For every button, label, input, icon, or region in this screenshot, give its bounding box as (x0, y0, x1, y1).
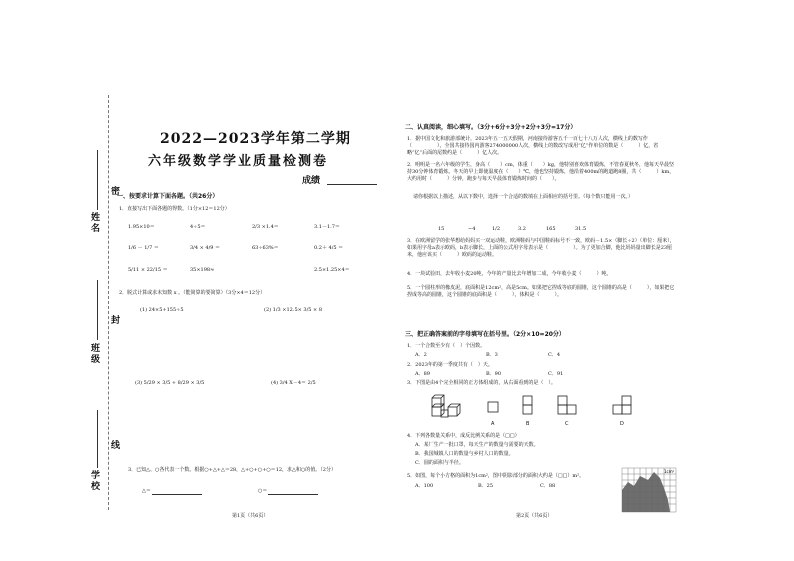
number-choice: 1/2 (492, 226, 501, 232)
cube-figure (430, 393, 470, 421)
c-q1: 1．一个合数至少有（ ）个因数。 (407, 343, 486, 349)
number-choice: 31.5 (575, 226, 587, 232)
q1-item: 35×198≈ (190, 267, 215, 273)
mark-xian: 线 (109, 440, 119, 451)
q2-item: (2) 1/3 ×12.5× 3/5 × 8 (264, 307, 323, 313)
score-label: 成绩 (302, 176, 321, 186)
mark-feng: 封 (109, 315, 119, 326)
school-field[interactable] (97, 410, 98, 468)
q3-answer-b: ○＝ (258, 488, 268, 494)
page-subtitle: 六年级数学学业质量检测卷 (148, 154, 329, 169)
r-q1: 1．据中国文化和旅游部统计，2023年五一五天假期，河南接待游客五千一百七十八万人次，横线上的数写作（ ），全国共接待国内游客274000000人次，横线上的数改写成用“亿”作单位的数是（ ）亿，省略“亿”后面的尾数约是（ ）亿人次。 (407, 136, 659, 156)
c-q5-opt: C．88 (540, 483, 556, 489)
q3-field-a[interactable] (152, 494, 202, 495)
view-option-d[interactable] (612, 395, 634, 415)
grid-unit-label: 1cm² (664, 469, 675, 474)
c-q2-opt: B．90 (486, 371, 502, 377)
section1-heading: 一、按要求计算下面各题。（共26分） (117, 193, 219, 200)
r-q5: 5．一个圆柱形的橡皮泥，底面积是12cm²，高是5cm。如果把它捏成等底的圆锥，这个圆锥的高是（ ），如果把它捏成等高的圆锥，这个圆锥的底面积是（ ），体积是（ ）。 (407, 285, 675, 298)
q3-field-b[interactable] (268, 494, 318, 495)
area-grid-figure (620, 466, 680, 514)
view-option-a[interactable] (487, 401, 499, 413)
number-choice: 165 (546, 226, 556, 232)
view-label: B (526, 421, 530, 427)
section1-q2: 2．脱式计算或求未知数 x 。（能简算的要简算）（3分×4＝12分） (119, 290, 266, 296)
section3-heading: 三、把正确答案前的字母填写在括号里。（2分×10=20分） (405, 331, 565, 338)
section1-q1: 1．直接写出下面各题的得数。（1分×12＝12分） (119, 206, 230, 212)
view-label: A (491, 421, 495, 427)
q1-item: 2/3 ×1.4＝ (252, 224, 279, 230)
c-q5: 5．如图，每个小方格的面积为1cm²，图中阴影部分的面积大约是（□□）m²。 (407, 473, 585, 479)
q1-item: 1/6 － 1/7 ＝ (128, 245, 159, 251)
r-q4: 4．一块试验田，去年收小麦20吨，今年的产量比去年增加二成，今年收小麦（ ）吨。 (407, 271, 612, 277)
r-q2: 2．明明是一名六年级的学生，身高（ ）cm，体重（ ）kg，他特别喜欢体育锻炼，不管春夏秋冬，他每天早晨坚持30分钟体育锻炼。冬天的早上即使温度在（ ）℃，他也坚持锻炼，他沿着400m的跑道跑8圈，共（ ）km，大约用时（ ）分钟，跑步与每天早晨体育锻炼时间的（ ）。 (407, 162, 675, 182)
view-option-b[interactable] (522, 395, 534, 415)
q2-item: (4) 3/4 X－4＝ 2/5 (271, 380, 316, 386)
number-choice: 15 (438, 226, 445, 232)
mark-mi: 密 (109, 186, 119, 197)
q1-item: 2.5×1.25×4＝ (314, 267, 350, 273)
q2-item: (3) 5/29 × 3/5 + 8/29 × 3/5 (135, 380, 205, 386)
c-q2-opt: C．91 (548, 371, 564, 377)
number-choice: −4 (468, 226, 476, 232)
c-q2: 2．2023年的第一季度共有（ ）天。 (407, 362, 493, 368)
q1-item: 3/4 × 4/9 ＝ (190, 245, 221, 251)
c-q2-opt: A．89 (415, 371, 430, 377)
c-q3: 3．下图是由4个完全相同的正方体组成的，从右面看到的是（ ）。 (407, 380, 556, 386)
q1-item: 5/11 × 22/15 ＝ (128, 267, 168, 273)
page-footer-right: 第2页（共6页） (516, 513, 553, 519)
q1-item: 63÷63%＝ (252, 245, 279, 251)
score-field[interactable] (327, 184, 377, 185)
name-field[interactable] (97, 150, 98, 210)
section2-heading: 二、认真阅读，细心填写。（3分+6分+3分+2分+3分=17分） (405, 124, 577, 131)
number-choice: 3.2 (518, 226, 526, 232)
c-q1-opt: A．2 (415, 352, 427, 358)
q3-answer-a: △＝ (142, 488, 151, 494)
school-label: 学校 (89, 470, 99, 492)
view-option-c[interactable] (557, 395, 579, 415)
page-title: 2022—2023学年第二学期 (160, 131, 351, 147)
q1-item: 1.95×10＝ (128, 224, 155, 230)
q2-item: (1) 24×5+155÷5 (140, 307, 184, 313)
page-footer-left: 第1页（共6页） (232, 513, 269, 519)
section1-q3: 3．已知△、○各代表一个数。根据○+△+△＝28，△+○+○+○＝12，求△和○的值。（2分） (128, 467, 336, 473)
c-q4-opt: C．圆的面积与半径。 (415, 460, 464, 466)
c-q4-opt: B．我国城镇人口的数量与乡村人口的数量。 (415, 451, 514, 457)
c-q5-opt: A．100 (415, 483, 434, 489)
view-label: D (620, 421, 624, 427)
class-field[interactable] (97, 280, 98, 340)
c-q4-opt: A．某厂生产一批口罩，每天生产的数量与需要的天数。 (415, 442, 539, 448)
q1-item: 3.1－1.7＝ (314, 224, 340, 230)
r-q3: 3．在欧洲留学的张华想给妈妈买一双运动鞋，欧洲鞋码与中国鞋码标号不一致，欧码－1.5×（脚长÷2）（单位：厘米），如果用字母a表示欧码，b表示脚长，上面的公式用字母表示是（ ）。为了更加合脚，他比妈妈量出脚长是23厘米，他应该买（ ）欧码的运动鞋。 (407, 238, 675, 258)
c-q5-opt: B．25 (478, 483, 494, 489)
c-q4: 4．下列各数量关系中，成反比例关系的是（□□） (407, 433, 520, 439)
q1-item: 4÷5＝ (190, 224, 206, 230)
view-label: C (565, 421, 569, 427)
c-q1-opt: B．3 (486, 352, 498, 358)
name-label: 姓名 (89, 212, 99, 234)
class-label: 班级 (89, 343, 99, 365)
c-q1-opt: C．4 (548, 352, 561, 358)
q1-item: 0.2＋ 4/5 ＝ (314, 245, 344, 251)
r-q2-instruction: 请你根据以上描述，从以下数中，选择一个合适的数填在上面相应的括号里。（每个数只能用一次。） (413, 194, 634, 200)
